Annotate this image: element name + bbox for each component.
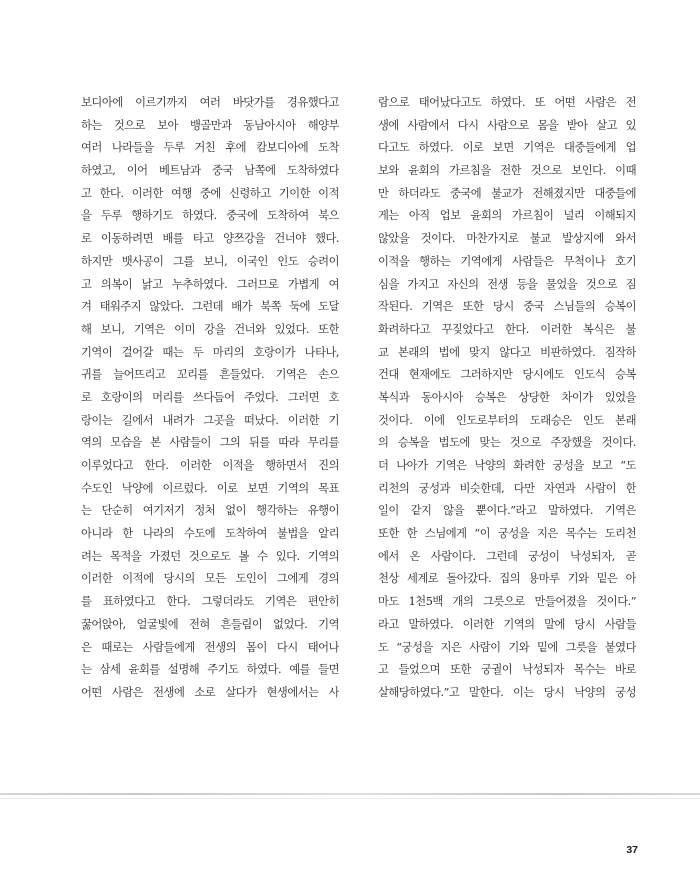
text-line: 일이 같지 않을 뿐이다.”라고 말하였다. 기역은 <box>378 504 636 518</box>
text-line: 귀를 늘어뜨리고 꼬리를 흔들었다. 기역은 손으 <box>81 368 339 382</box>
text-line: 를 표하였다고 한다. 그렇더라도 기역은 편안히 <box>81 595 339 609</box>
text-line: 만 하더라도 중국에 불교가 전해졌지만 대중들에 <box>378 186 636 200</box>
text-line: 천상 세계로 돌아갔다. 집의 용마루 기와 밑은 아 <box>378 572 636 586</box>
text-line: 고 한다. 이러한 여행 중에 신령하고 기이한 이적 <box>81 186 339 200</box>
text-line: 고 들었으며 또한 궁궐이 낙성되자 목수는 바로 <box>378 663 636 677</box>
text-line: 작된다. 기역은 또한 당시 중국 스님들의 승복이 <box>378 300 636 314</box>
text-line: 꿇어앉아, 얼굴빛에 전혀 흔들림이 없었다. 기역 <box>81 617 339 631</box>
page-number: 37 <box>626 844 638 856</box>
text-line: 의 승복을 법도에 맞는 것으로 주장했을 것이다. <box>378 436 636 450</box>
text-line: 랑이는 길에서 내려가 그곳을 떠났다. 이러한 기 <box>81 413 339 427</box>
footer-divider-shadow <box>0 798 700 799</box>
text-line: 어떤 사람은 전생에 소로 살다가 현생에서는 사 <box>81 685 339 699</box>
text-line: 이러한 이적에 당시의 모든 도인이 그에게 경의 <box>81 572 339 586</box>
text-line: 또한 한 스님에게 “이 궁성을 지은 목수는 도리천 <box>378 527 636 541</box>
text-line: 여러 나라들을 두루 거친 후에 캄보디아에 도착 <box>81 141 339 155</box>
text-line: 에서 온 사람이다. 그런데 궁성이 낙성되자, 곧 <box>378 549 636 563</box>
text-line: 아니라 한 나라의 수도에 도착하여 불법을 알리 <box>81 527 339 541</box>
footer-divider <box>0 793 700 795</box>
text-line: 보디아에 이르기까지 여러 바닷가를 경유했다고 <box>81 96 339 109</box>
text-line: 화려하다고 꾸짖었다고 한다. 이러한 복식은 불 <box>378 322 636 336</box>
text-line: 이적을 행하는 기역에게 사람들은 무척이나 호기 <box>378 254 636 268</box>
text-line: 다고도 하였다. 이로 보면 기역은 대중들에게 업 <box>378 141 636 155</box>
text-line: 겨 태워주지 않았다. 그런데 배가 북쪽 둑에 도달 <box>81 300 339 314</box>
text-line: 수도인 낙양에 이르렀다. 이로 보면 기역의 목표 <box>81 481 339 495</box>
text-line: 는 삼세 윤회를 설명해 주기도 하였다. 예를 들면 <box>81 663 339 677</box>
text-line: 생에 사람에서 다시 사람으로 몸을 받아 살고 있 <box>378 118 636 132</box>
text-line: 라고 말하였다. 이러한 기역의 말에 당시 사람들 <box>378 617 636 631</box>
text-line: 심을 가지고 자신의 전생 등을 물었을 것으로 짐 <box>378 277 636 291</box>
text-line: 하는 것으로 보아 뱅골만과 동남아시아 해양부 <box>81 118 339 132</box>
text-line: 더 나아가 기역은 낙양의 화려한 궁성을 보고 “도 <box>378 459 636 472</box>
text-line: 고 의복이 낡고 누추하였다. 그러므로 가볍게 여 <box>81 277 339 291</box>
text-line: 은 때로는 사람들에게 전생의 몸이 다시 태어나 <box>81 640 339 654</box>
text-line: 하지만 뱃사공이 그를 보니, 이국인 인도 승려이 <box>81 254 339 268</box>
text-line: 을 두루 행하기도 하였다. 중국에 도착하여 북으 <box>81 209 339 223</box>
text-line: 복식과 동아시아 승복은 상당한 차이가 있었을 <box>378 390 636 404</box>
text-line: 이루었다고 한다. 이러한 이적을 행하면서 진의 <box>81 459 339 472</box>
text-line: 하였고, 이어 베트남과 중국 남쪽에 도착하였다 <box>81 164 339 178</box>
text-line: 게는 아직 업보 윤회의 가르침이 널리 이해되지 <box>378 209 636 223</box>
text-line: 건대 현재에도 그러하지만 당시에도 인도식 승복 <box>378 368 636 382</box>
text-line: 는 단순히 여기저기 정처 없이 행각하는 유행이 <box>81 504 339 518</box>
text-line: 해 보니, 기역은 이미 강을 건너와 있었다. 또한 <box>81 322 339 336</box>
text-line: 도 “궁성을 지은 사람이 기와 밑에 그릇을 붙였다 <box>378 640 636 654</box>
text-line: 보와 윤회의 가르침을 전한 것으로 보인다. 이때 <box>378 164 636 178</box>
text-line: 것이다. 이에 인도로부터의 도래승은 인도 본래 <box>378 413 636 427</box>
text-line: 람으로 태어났다고도 하였다. 또 어떤 사람은 전 <box>378 96 636 109</box>
text-line: 마도 1천5백 개의 그릇으로 만들어졌을 것이다.” <box>378 595 636 609</box>
text-line: 역의 모습을 본 사람들이 그의 뒤를 따라 무리를 <box>81 436 339 450</box>
right-text-column <box>378 92 636 705</box>
text-line: 살해당하였다.”고 말한다. 이는 당시 낙양의 궁성 <box>378 685 636 699</box>
text-line: 않았을 것이다. 마찬가지로 불교 발상지에 와서 <box>378 232 636 246</box>
text-line: 로 이동하려면 배를 타고 양쯔강을 건너야 했다. <box>81 232 339 246</box>
text-line: 로 호랑이의 머리를 쓰다듬어 주었다. 그러면 호 <box>81 390 339 404</box>
left-text-column <box>81 92 339 705</box>
text-line: 교 본래의 법에 맞지 않다고 비판하였다. 짐작하 <box>378 345 636 359</box>
text-line: 려는 목적을 가졌던 것으로도 볼 수 있다. 기역의 <box>81 549 339 563</box>
text-line: 리천의 궁성과 비슷한데, 다만 자연과 사람이 한 <box>378 481 636 495</box>
text-line: 기역이 걸어갈 때는 두 마리의 호랑이가 나타나, <box>81 345 339 359</box>
